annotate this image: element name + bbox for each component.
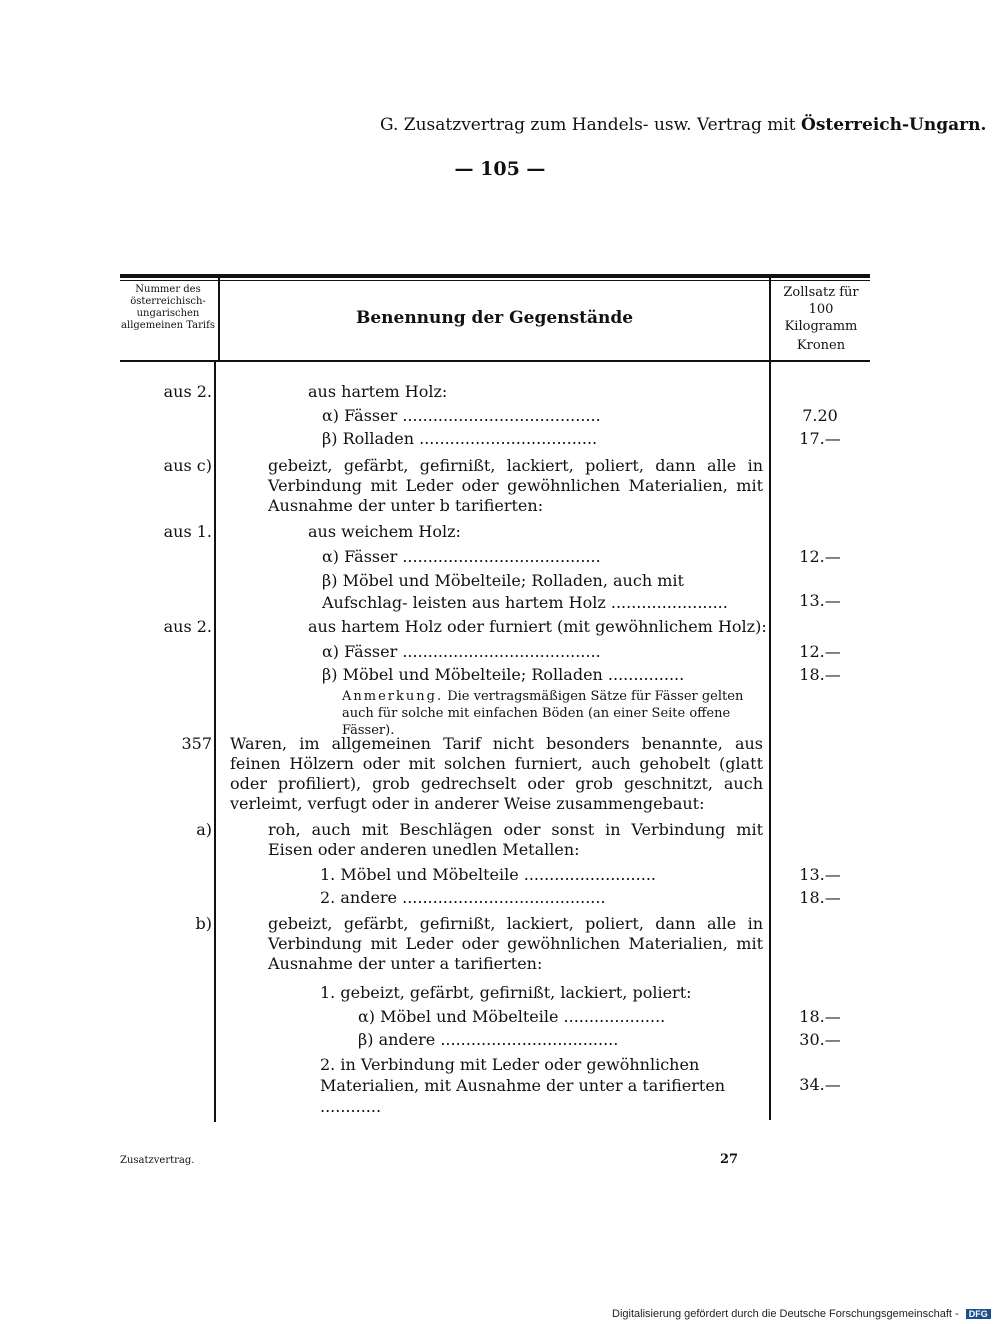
table-header-rule	[120, 360, 870, 362]
running-header	[380, 115, 987, 135]
annotation-label: Anmerkung.	[342, 689, 444, 704]
tariff-number: aus c)	[163, 456, 212, 475]
table-top-rule	[120, 274, 870, 278]
rate-header-label: Zollsatz für 100 Kilogramm	[783, 285, 859, 334]
rate-value: 18.—	[799, 1007, 841, 1026]
tariff-number: aus 2.	[163, 617, 212, 636]
rate-value: 34.—	[799, 1075, 841, 1094]
tariff-number: aus 1.	[163, 522, 212, 541]
tariff-number: aus 2.	[163, 382, 212, 401]
item-text: β) Möbel und Möbelteile; Rolladen ...............	[322, 665, 685, 684]
item-text: α) Fässer .......................................	[322, 642, 601, 661]
item-text: β) andere ...................................	[358, 1030, 619, 1049]
rate-value: 12.—	[799, 642, 841, 661]
rate-header-unit: Kronen	[796, 338, 846, 353]
running-header-country: Österreich-Ungarn.	[801, 115, 987, 135]
page-number: — 105 —	[454, 158, 546, 180]
column-divider-left	[214, 362, 216, 1122]
annotation	[342, 688, 762, 739]
item-text: β) Möbel und Möbelteile; Rolladen, auch mit Aufschlag- leisten aus hartem Holz .......................	[322, 571, 728, 612]
footer-signature: Zusatzvertrag.	[120, 1155, 195, 1166]
table-top-rule-thin	[120, 280, 870, 281]
sheet-number: 27	[720, 1152, 739, 1167]
rate-value: 30.—	[799, 1030, 841, 1049]
item-text: aus hartem Holz:	[308, 382, 448, 401]
item-text: 1. Möbel und Möbelteile ..........................	[320, 865, 656, 884]
rate-value: 17.—	[799, 429, 841, 448]
rate-value: 18.—	[799, 888, 841, 907]
column-divider-right	[769, 278, 771, 1120]
item-text: 1. gebeizt, gefärbt, gefirnißt, lackiert, poliert:	[320, 983, 692, 1002]
item-text: aus hartem Holz oder furniert (mit gewöhnlichem Holz):	[308, 617, 767, 636]
item-text: roh, auch mit Beschlägen oder sonst in Verbindung mit Eisen oder anderen unedlen Metallen:	[268, 820, 763, 859]
rate-value: 7.20	[802, 406, 838, 425]
column-header-rate	[772, 284, 870, 354]
tariff-number: a)	[196, 820, 212, 839]
column-header-tariff-number: Nummer des österreichisch-ungarischen allgemeinen Tarifs	[121, 284, 215, 331]
column-divider-left-head	[218, 278, 220, 362]
dfg-credit-text: Digitalisierung gefördert durch die Deutsche Forschungsgemeinschaft -	[612, 1308, 959, 1320]
rate-value: 18.—	[799, 665, 841, 684]
dfg-logo: DFG	[966, 1309, 991, 1319]
item-text: 2. andere ........................................	[320, 888, 606, 907]
item-text: gebeizt, gefärbt, gefirnißt, lackiert, poliert, dann alle in Verbindung mit Leder oder gewöhnlichen Materialien, mit Ausnahme der unter b tarifierten:	[268, 456, 763, 515]
annotation-text: Die vertragsmäßigen Sätze für Fässer gelten auch für solche mit einfachen Böden (an einer Seite offene Fässer).	[342, 689, 744, 738]
column-header-description: Benennung der Gegenstände	[355, 308, 634, 328]
item-text: gebeizt, gefärbt, gefirnißt, lackiert, poliert, dann alle in Verbindung mit Leder oder gewöhnlichen Materialien, mit Ausnahme der unter a tarifierten:	[268, 914, 763, 973]
rate-value: 13.—	[799, 591, 841, 610]
running-header-prefix: G. Zusatzvertrag zum Handels- usw. Vertrag mit	[380, 115, 796, 135]
rate-value: 12.—	[799, 547, 841, 566]
dfg-credit	[612, 1308, 991, 1320]
item-text: aus weichem Holz:	[308, 522, 461, 541]
item-text: β) Rolladen ...................................	[322, 429, 598, 448]
tariff-number: b)	[195, 914, 212, 933]
rate-value: 13.—	[799, 865, 841, 884]
item-text: α) Fässer .......................................	[322, 547, 601, 566]
item-text: Waren, im allgemeinen Tarif nicht besonders benannte, aus feinen Hölzern oder mit solchen furniert, auch gehobelt (glatt oder profiliert), grob gedrechselt oder grob geschnitzt, auch verleimt, verfugt oder in anderer Weise zusammengebaut:	[230, 734, 763, 813]
item-text: α) Möbel und Möbelteile ....................	[358, 1007, 666, 1026]
tariff-number: 357	[181, 734, 212, 753]
item-text: α) Fässer .......................................	[322, 406, 601, 425]
item-text: 2. in Verbindung mit Leder oder gewöhnlichen Materialien, mit Ausnahme der unter a tarifierten ............	[320, 1055, 726, 1116]
